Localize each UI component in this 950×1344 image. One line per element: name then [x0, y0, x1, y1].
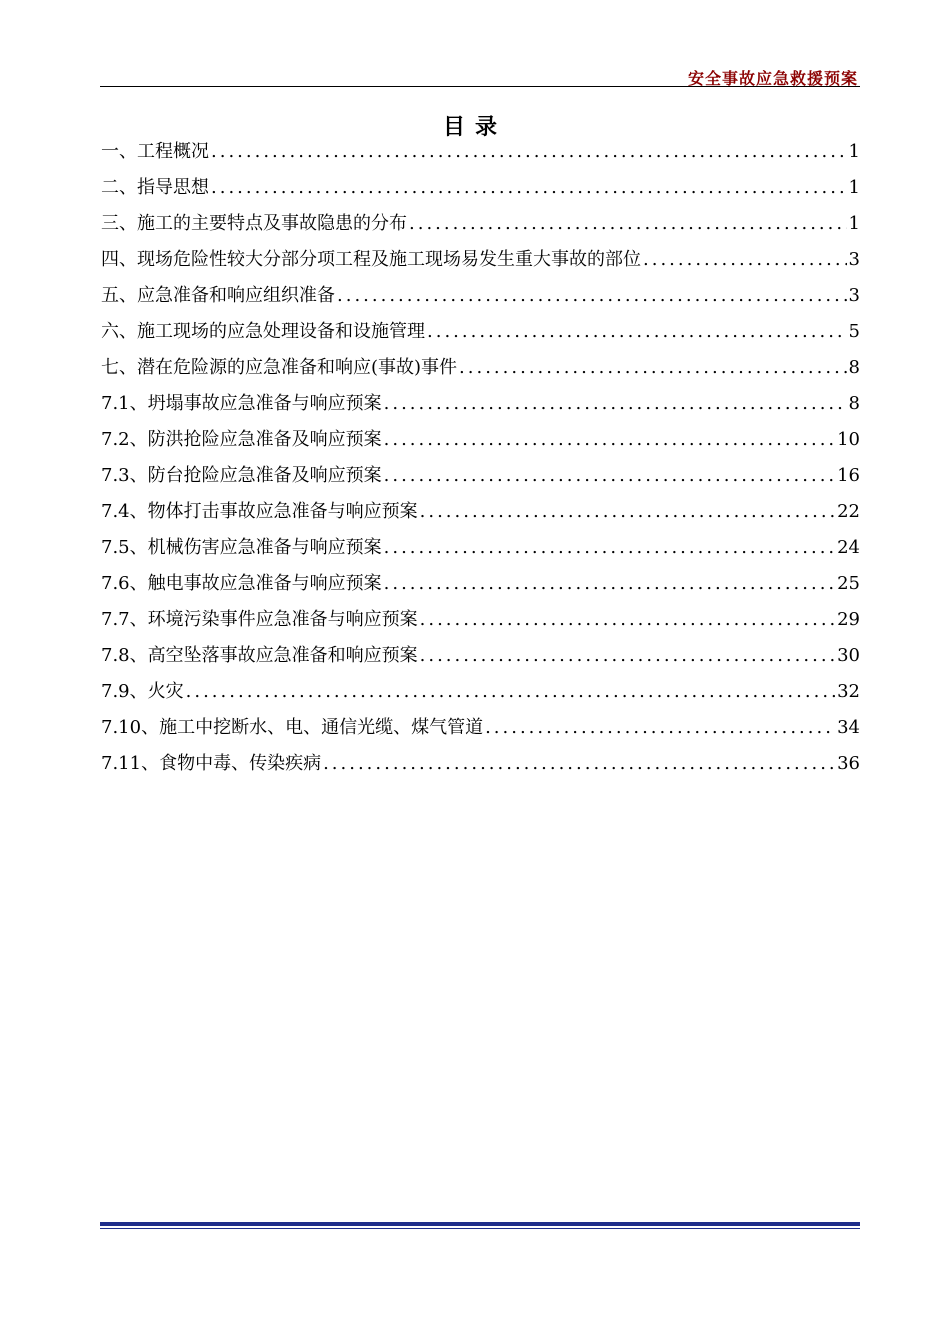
toc-entry-page: 22 [837, 501, 860, 522]
toc-entry[interactable] [101, 386, 860, 422]
header-rule [100, 86, 860, 87]
toc-entry-page: 1 [848, 141, 860, 162]
toc-entry-label: 7.1、坍塌事故应急准备与响应预案 [101, 393, 382, 414]
toc-entry-label: 7.6、触电事故应急准备与响应预案 [101, 573, 382, 594]
header-title: 安全事故应急救援预案 [687, 69, 858, 88]
toc-entry-label: 三、施工的主要特点及事故隐患的分布 [101, 213, 407, 234]
toc-leader-dots [384, 422, 835, 458]
toc-leader-dots [427, 314, 847, 350]
toc-entry-label: 五、应急准备和响应组织准备 [101, 285, 335, 306]
toc-entry[interactable] [101, 602, 860, 638]
toc-entry-page: 29 [837, 609, 860, 630]
toc-entry-label: 7.2、防洪抢险应急准备及响应预案 [101, 429, 382, 450]
toc-entry[interactable] [101, 314, 860, 350]
toc-entry-label: 7.5、机械伤害应急准备与响应预案 [101, 537, 382, 558]
toc-entry-label: 7.8、高空坠落事故应急准备和响应预案 [101, 645, 418, 666]
toc-leader-dots [384, 386, 847, 422]
toc-entry[interactable] [101, 710, 860, 746]
toc-entry[interactable] [101, 206, 860, 242]
toc-leader-dots [323, 746, 835, 782]
toc-entry-page: 3 [848, 249, 860, 270]
toc-leader-dots [211, 134, 847, 170]
toc-leader-dots [420, 494, 835, 530]
toc-entry-label: 7.10、施工中挖断水、电、通信光缆、煤气管道 [101, 717, 484, 738]
toc-entry-label: 7.4、物体打击事故应急准备与响应预案 [101, 501, 418, 522]
toc-entry-label: 7.3、防台抢险应急准备及响应预案 [101, 465, 382, 486]
toc-entry-label: 二、指导思想 [101, 177, 209, 198]
toc-entry-page: 30 [837, 645, 860, 666]
toc-leader-dots [459, 350, 847, 386]
toc-entry-page: 5 [848, 321, 860, 342]
toc-entry[interactable] [101, 494, 860, 530]
toc-entry-label: 7.7、环境污染事件应急准备与响应预案 [101, 609, 418, 630]
toc-entry-page: 16 [837, 465, 860, 486]
toc-entry[interactable] [101, 170, 860, 206]
toc-entry-page: 3 [848, 285, 860, 306]
toc-entry[interactable] [101, 350, 860, 386]
toc-leader-dots [384, 530, 835, 566]
toc-entry[interactable] [101, 746, 860, 782]
toc-leader-dots [409, 206, 847, 242]
toc-entry-page: 24 [837, 537, 860, 558]
toc-entry-page: 1 [848, 213, 860, 234]
toc-entry-page: 36 [837, 753, 860, 774]
toc-leader-dots [420, 638, 835, 674]
toc-entry-label: 7.11、食物中毒、传染疾病 [101, 753, 322, 774]
toc-entry-page: 10 [837, 429, 860, 450]
toc-entry-label: 六、施工现场的应急处理设备和设施管理 [101, 321, 425, 342]
toc-leader-dots [211, 170, 847, 206]
toc-entry[interactable] [101, 422, 860, 458]
toc-entry-page: 34 [837, 717, 860, 738]
toc-entry-page: 8 [848, 357, 860, 378]
toc-entry-page: 25 [837, 573, 860, 594]
toc-leader-dots [384, 566, 835, 602]
toc-leader-dots [384, 458, 835, 494]
toc-entry[interactable] [101, 242, 860, 278]
toc-leader-dots [420, 602, 835, 638]
toc-entry-page: 8 [848, 393, 860, 414]
toc-leader-dots [485, 710, 835, 746]
toc-leader-dots [337, 278, 847, 314]
toc-entry[interactable] [101, 458, 860, 494]
table-of-contents [101, 134, 860, 782]
toc-leader-dots [186, 674, 835, 710]
toc-title: 目录 [442, 114, 507, 140]
toc-entry-label: 四、现场危险性较大分部分项工程及施工现场易发生重大事故的部位 [101, 249, 641, 270]
toc-entry[interactable] [101, 638, 860, 674]
toc-entry-label: 七、潜在危险源的应急准备和响应(事故)事件 [101, 357, 458, 378]
toc-entry-label: 7.9、火灾 [101, 681, 184, 702]
toc-entry[interactable] [101, 278, 860, 314]
toc-leader-dots [643, 242, 847, 278]
toc-entry[interactable] [101, 530, 860, 566]
toc-entry[interactable] [101, 566, 860, 602]
toc-entry[interactable] [101, 134, 860, 170]
toc-entry-label: 一、工程概况 [101, 141, 209, 162]
footer-rule [100, 1222, 860, 1229]
toc-entry-page: 32 [837, 681, 860, 702]
toc-entry[interactable] [101, 674, 860, 710]
toc-entry-page: 1 [848, 177, 860, 198]
